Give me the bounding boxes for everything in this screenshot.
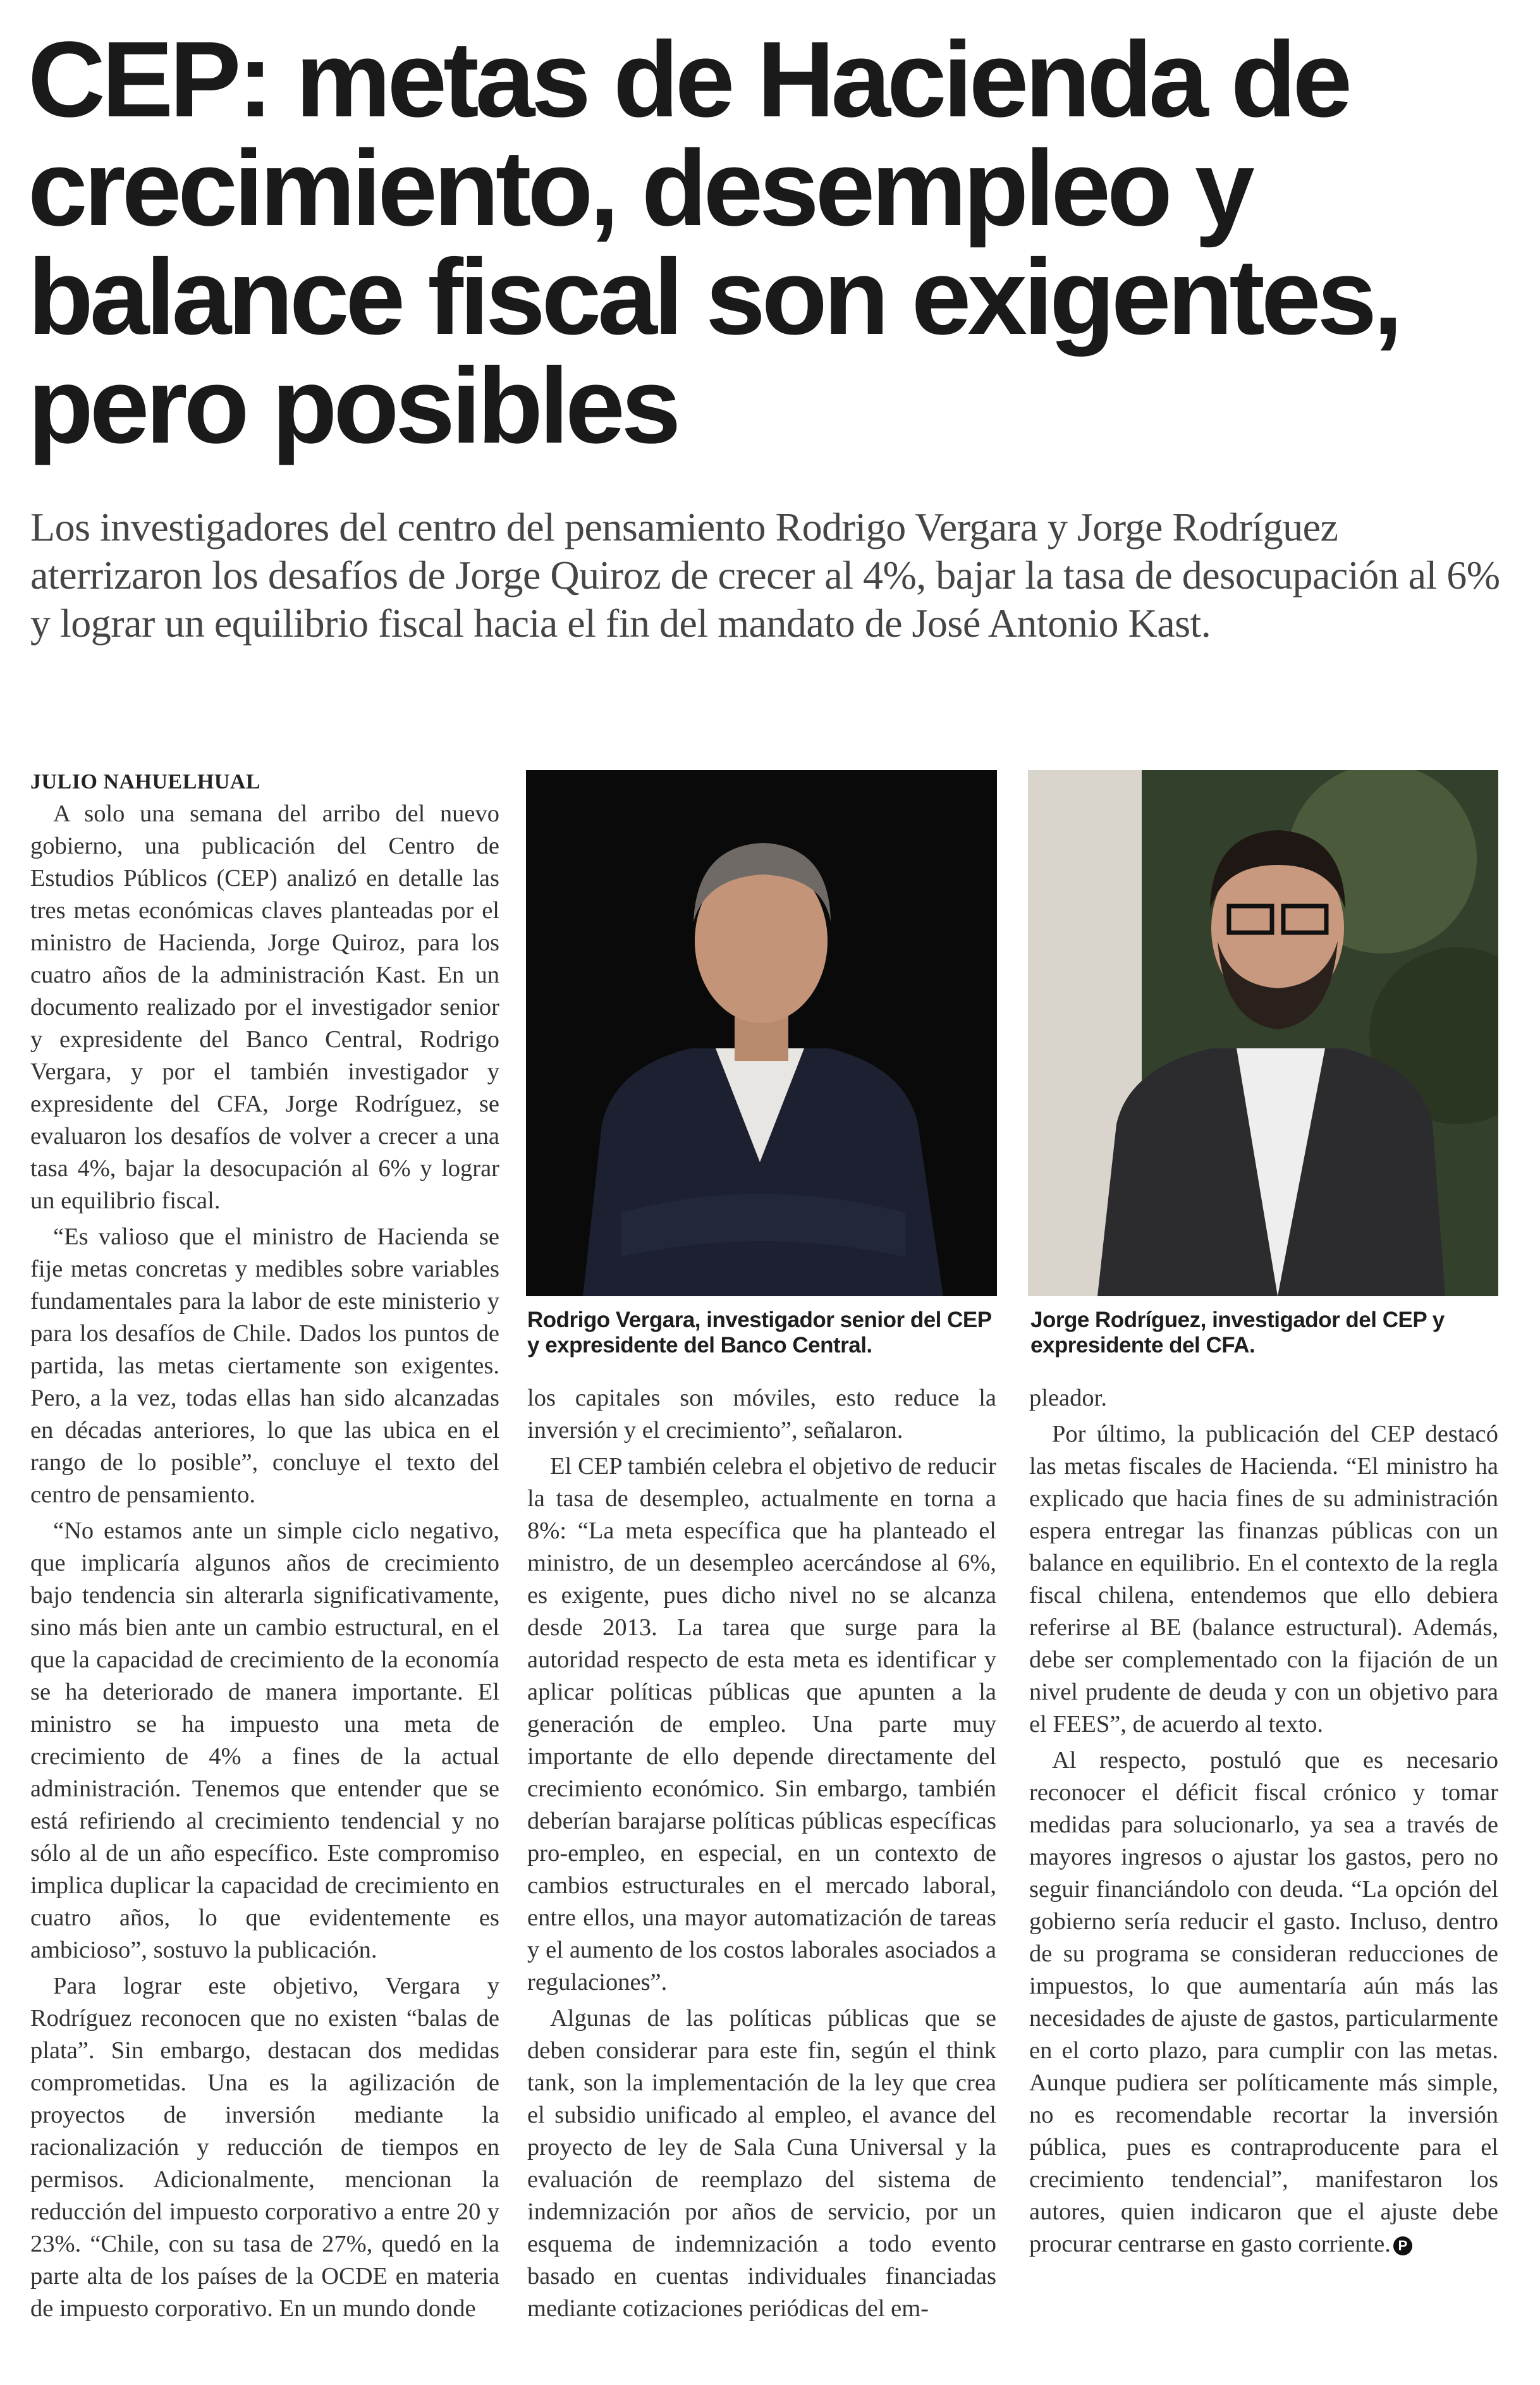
headline-line: balance fiscal son exigentes, — [28, 237, 1400, 357]
paragraph: Algunas de las políticas públicas que se deben considerar para este fin, según el think tank, son la implementación de la ley que crea el subsidio unificado al empleo, el avance del proyecto de ley de Sala Cuna Universal y la evaluación de reemplazo del sistema de indemnización por años de servicio, por un esquema de indemnización a todo evento basado en cuentas individuales financiadas mediante cotizaciones periódicas del em- — [527, 2005, 996, 2322]
paragraph — [1029, 1744, 1498, 2260]
publication-logo-icon: P — [1393, 2236, 1412, 2255]
article-column-2 — [527, 1382, 996, 2329]
paragraph: “No estamos ante un simple ciclo negativo, que implicaría algunos años de crecimiento bajo tendencia sin alterarla significativamente, sino más bien ante un cambio estructural, en el que la capacidad de crecimiento de la economía se ha deteriorado de manera importante. El ministro se ha impuesto una meta de crecimiento de 4% a fines de la actual administración. Tenemos que entender que se está refiriendo al crecimiento tendencial y no sólo al de un año específico. Este compromiso implica duplicar la capacidad de crecimiento en cuatro años, lo que evidentemente es ambicioso”, sostuvo la publicación. — [30, 1517, 499, 1963]
paragraph-text: Al respecto, postuló que es necesario reconocer el déficit fiscal crónico y tomar medidas para solucionarlo, ya sea a través de mayores ingresos o ajustar los gastos, pero no seguir financiándolo con deuda. “La opción del gobierno sería reducir el gasto. Incluso, dentro de su programa se consideran reducciones de impuestos, lo que aumentaría aún más las necesidades de ajuste de gastos, particularmente en el corto plazo, para cumplir con las metas. Aunque pudiera ser políticamente más simple, no es recomendable recortar la inversión pública, pues es contraproducente para el crecimiento tendencial”, manifestaron los autores, quien indicaron que el ajuste debe procurar centrarse en gasto corriente. — [1029, 1747, 1498, 2257]
headline-line: pero posibles — [28, 346, 678, 466]
headline — [28, 20, 1520, 466]
article-column-3 — [1029, 1382, 1498, 2264]
photo-rodrigo-vergara — [526, 770, 997, 1296]
photo-caption: Jorge Rodríguez, investigador del CEP y expresidente del CFA. — [1030, 1308, 1445, 1358]
deck-subtitle: Los investigadores del centro del pensamiento Rodrigo Vergara y Jorge Rodríguez aterrizaron los desafíos de Jorge Quiroz de crecer al 4%, bajar la tasa de desocupación al 6% y lograr un equilibrio fiscal hacia el fin del mandato de José Antonio Kast. — [30, 505, 1500, 646]
paragraph: “Es valioso que el ministro de Hacienda se fije metas concretas y medibles sobre variables fundamentales para la labor de este ministerio y para los desafíos de Chile. Dados los puntos de partida, las metas ciertamente son exigentes. Pero, a la vez, todas ellas han sido alcanzadas en décadas anteriores, lo que las ubica en el rango de lo posible”, concluye el texto del centro de pensamiento. — [30, 1223, 499, 1508]
paragraph: Por último, la publicación del CEP destacó las metas fiscales de Hacienda. “El ministro ha explicado que hacia fines de su administración espera entregar las finanzas públicas con un balance en equilibrio. En el contexto de la regla fiscal chilena, entendemos que ello debiera referirse al BE (balance estructural). Además, debe ser complementado con la fijación de un nivel prudente de deuda y con un objetivo para el FEES”, de acuerdo al texto. — [1029, 1421, 1498, 1738]
paragraph: pleador. — [1029, 1385, 1107, 1411]
paragraph: El CEP también celebra el objetivo de reducir la tasa de desempleo, actualmente en torna a 8%: “La meta específica que ha planteado el ministro, de un desempleo acercándose al 6%, es exigente, pues dicho nivel no se alcanza desde 2013. La tarea que surge para la autoridad respecto de esta meta es identificar y aplicar políticas públicas que apunten a la generación de empleo. Una parte muy importante de ello depende directamente del crecimiento económico. Sin embargo, también deberían barajarse políticas públicas específicas pro-empleo, en especial, en un contexto de cambios estructurales en el mercado laboral, entre ellos, una mayor automatización de tareas y el aumento de los costos laborales asociados a regulaciones”. — [527, 1453, 996, 1996]
paragraph: los capitales son móviles, esto reduce la inversión y el crecimiento”, señalaron. — [527, 1385, 996, 1444]
photo-jorge-rodriguez — [1028, 770, 1498, 1296]
headline-line: crecimiento, desempleo y — [28, 128, 1251, 248]
paragraph: A solo una semana del arribo del nuevo gobierno, una publicación del Centro de Estudios Públicos (CEP) analizó en detalle las tres metas económicas claves planteadas por el ministro de Hacienda, Jorge Quiroz, para los cuatro años de la administración Kast. En un documento realizado por el investigador senior y expresidente del Banco Central, Rodrigo Vergara, y por el también investigador y expresidente del CFA, Jorge Rodríguez, se evaluaron los desafíos de volver a crecer a una tasa 4%, bajar la desocupación al 6% y lograr un equilibrio fiscal. — [30, 800, 499, 1214]
byline: JULIO NAHUELHUAL — [30, 770, 261, 794]
photo-caption: Rodrigo Vergara, investigador senior del CEP y expresidente del Banco Central. — [527, 1308, 991, 1358]
article-column-1 — [30, 766, 499, 2329]
headline-line: CEP: metas de Hacienda de — [28, 20, 1349, 140]
paragraph: Para lograr este objetivo, Vergara y Rodríguez reconocen que no existen “balas de plata”. Sin embargo, destacan dos medidas comprometidas. Una es la agilización de proyectos de inversión mediante la racionalización y reducción de tiempos en permisos. Adicionalmente, mencionan la reducción del impuesto corporativo a entre 20 y 23%. “Chile, con su tasa de 27%, quedó en la parte alta de los países de la OCDE en materia de impuesto corporativo. En un mundo donde — [30, 1973, 499, 2322]
